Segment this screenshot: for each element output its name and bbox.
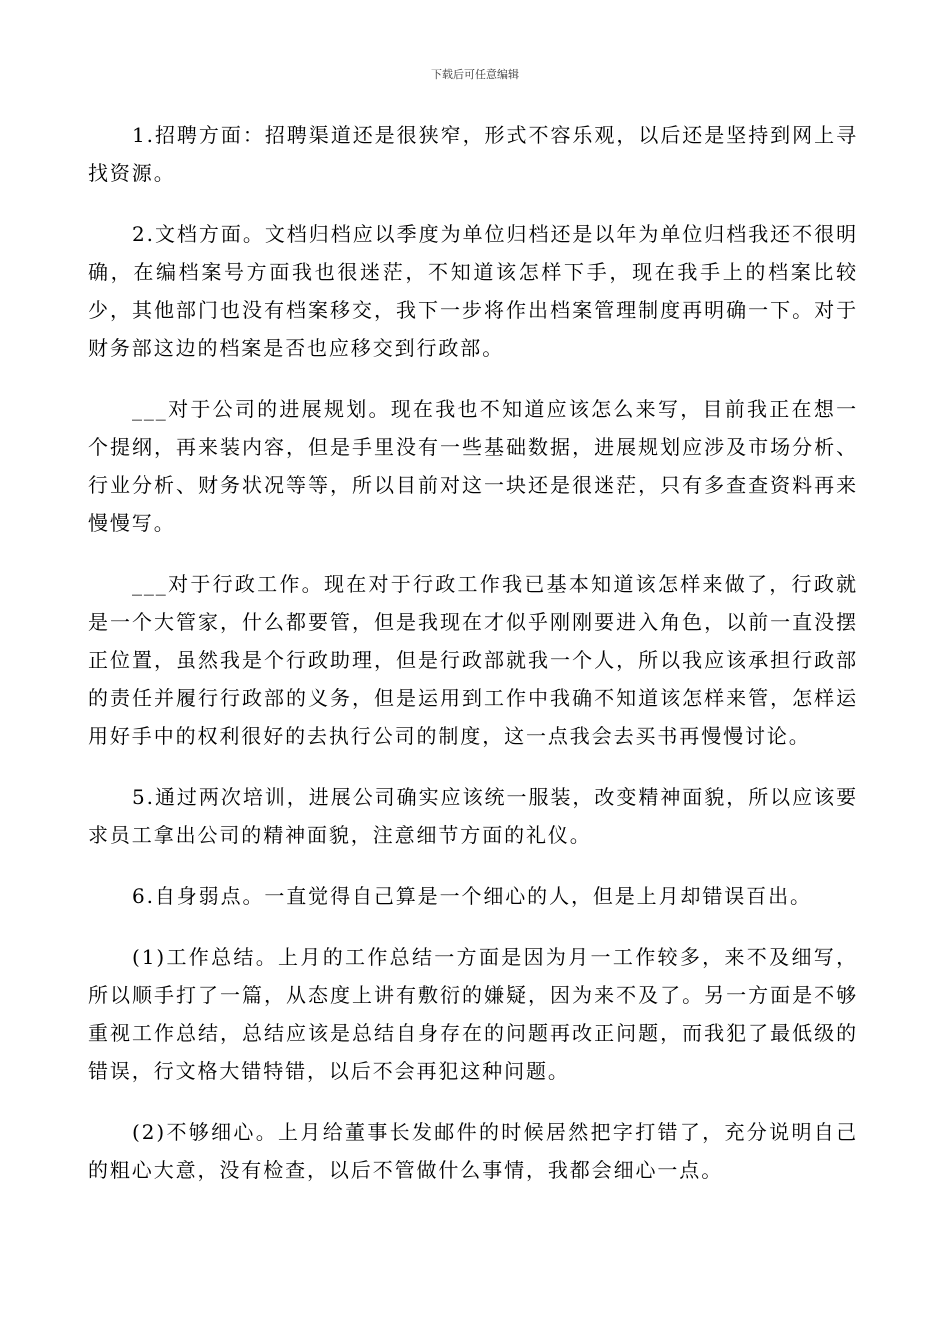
paragraph-carelessness: (2)不够细心。上月给董事长发邮件的时候居然把字打错了，充分说明自己的粗心大意，没有检查，以后不管做什么事情，我都会细心一点。: [88, 1120, 858, 1182]
paragraph-work-summary: (1)工作总结。上月的工作总结一方面是因为月一工作较多，来不及细写，所以顺手打了一篇，从态度上讲有敷衍的嫌疑，因为来不及了。另一方面是不够重视工作总结，总结应该是总结自身存在的问题再改正问题，而我犯了最低级的错误，行文格大错特错，以后不会再犯这种问题。: [88, 945, 858, 1083]
paragraph-weaknesses: 6.自身弱点。一直觉得自己算是一个细心的人，但是上月却错误百出。: [132, 884, 812, 908]
paragraph-admin-work: ___对于行政工作。现在对于行政工作我已基本知道该怎样来做了，行政就是一个大管家，什么都要管，但是我现在才似乎刚刚要进入角色，以前一直没摆正位置，虽然我是个行政助理，但是行政部就我一个人，所以我应该承担行政部的责任并履行行政部的义务，但是运用到工作中我确不知道该怎样来管，怎样运用好手中的权利很好的去执行公司的制度，这一点我会去买书再慢慢讨论。: [88, 572, 858, 748]
paragraph-training: 5.通过两次培训，进展公司确实应该统一服装，改变精神面貌，所以应该要求员工拿出公司的精神面貌，注意细节方面的礼仪。: [88, 785, 858, 847]
paragraph-recruitment: 1.招聘方面：招聘渠道还是很狭窄，形式不容乐观，以后还是坚持到网上寻找资源。: [88, 123, 858, 185]
page-header-note: 下载后可任意编辑: [431, 68, 519, 81]
paragraph-documents: 2.文档方面。文档归档应以季度为单位归档还是以年为单位归档我还不很明确，在编档案号方面我也很迷茫，不知道该怎样下手，现在我手上的档案比较少，其他部门也没有档案移交，我下一步将作出档案管理制度再明确一下。对于财务部这边的档案是否也应移交到行政部。: [88, 222, 858, 360]
document-body: [88, 116, 858, 1212]
paragraph-development-plan: ___对于公司的进展规划。现在我也不知道应该怎么来写，目前我正在想一个提纲，再来装内容，但是手里没有一些基础数据，进展规划应涉及市场分析、行业分析、财务状况等等，所以目前对这一块还是很迷茫，只有多查查资料再来慢慢写。: [88, 397, 858, 535]
